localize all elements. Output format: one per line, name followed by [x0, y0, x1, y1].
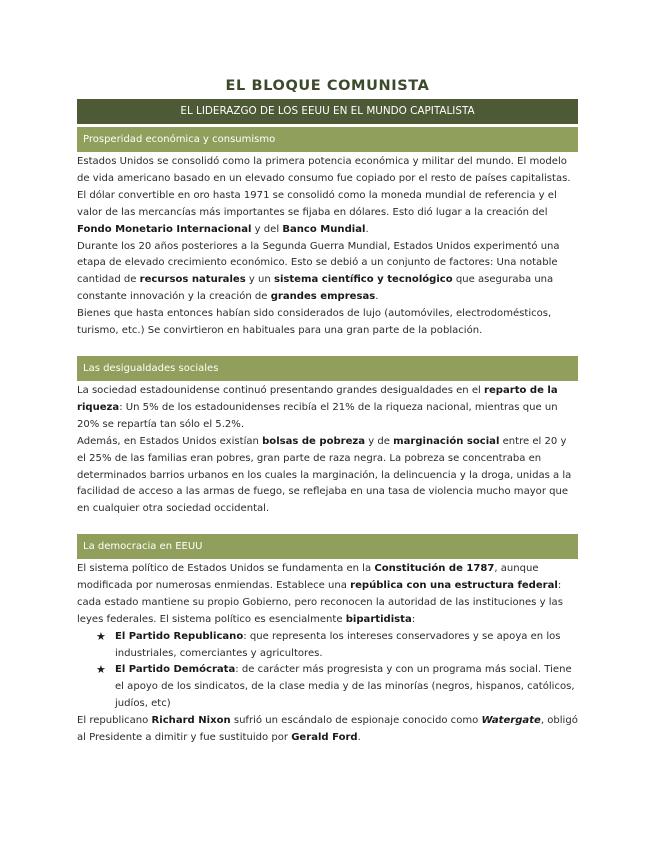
section-body [77, 154, 578, 340]
section-heading: La democracia en EEUU [77, 534, 578, 559]
section-body [77, 561, 578, 747]
paragraph: El dólar convertible en oro hasta 1971 se consolidó como la moneda mundial de referencia y el valor de las mercancías más importantes se fijaba en dólares. Esto dió lugar a la creación del Fondo Monetario Internacional y del Banco Mundial. [77, 189, 557, 235]
paragraph: El republicano Richard Nixon sufrió un escándalo de espionaje conocido como Watergate, obligó al Presidente a dimitir y fue sustituido por Gerald Ford. [77, 715, 578, 744]
paragraph: Estados Unidos se consolidó como la primera potencia económica y militar del mundo. El modelo de vida americano basado en un elevado consumo fue copiado por el resto de países capitalistas. [77, 156, 571, 184]
section-heading: Prosperidad económica y consumismo [77, 127, 578, 152]
section-heading: Las desigualdades sociales [77, 356, 578, 381]
list-item: ★ El Partido Demócrata: de carácter más progresista y con un programa más social. Tiene el apoyo de los sindicatos, de la clase media y de las minorías (negros, hispanos, católicos, judíos, etc) [96, 663, 575, 710]
star-bullet-icon: ★ [96, 629, 106, 643]
paragraph: Bienes que hasta entonces habían sido considerados de lujo (automóviles, electrodomésticos, turismo, etc.) Se convirtieron en habituales para una gran parte de la población. [77, 308, 552, 337]
list-item: ★ El Partido Republicano: que representa los intereses conservadores y se apoya en los industriales, comerciantes y agricultores. [96, 629, 561, 659]
star-bullet-icon: ★ [96, 663, 106, 677]
section-prosperity [77, 127, 578, 340]
section-inequality [77, 356, 578, 518]
paragraph: Además, en Estados Unidos existían bolsas de pobreza y de marginación social entre el 20 y el 25% de las familias eran pobres, gran parte de raza negra. La pobreza se concentraba en determinados barrios urbanos en los cuales la marginación, la delincuencia y la droga, unidas a la facilidad de acceso a las armas de fuego, se reflejaba en una tasa de violencia mucho mayor que en cualquier otra sociedad occidental. [77, 435, 572, 515]
party-list [77, 629, 578, 714]
topic-banner: EL LIDERAZGO DE LOS EEUU EN EL MUNDO CAPITALISTA [77, 99, 578, 124]
page-title: EL BLOQUE COMUNISTA [225, 78, 430, 94]
paragraph: Durante los 20 años posteriores a la Segunda Guerra Mundial, Estados Unidos experimentó una etapa de elevado crecimiento económico. Esto se debió a un conjunto de factores: Una notable cantidad de recursos naturales y un sistema científico y tecnológico que aseguraba una constante innovación y la creación de grandes empresas. [77, 240, 560, 303]
paragraph: El sistema político de Estados Unidos se fundamenta en la Constitución de 1787, aunque modificada por numerosas enmiendas. Establece una república con una estructura federal: cada estado mantiene su propio Gobierno, pero reconocen la autoridad de las instituciones y las leyes federales. El sistema político es esencialmente bipartidista: [77, 563, 563, 625]
section-body [77, 383, 578, 518]
paragraph: La sociedad estadounidense continuó presentando grandes desigualdades en el reparto de la riqueza: Un 5% de los estadounidenses recibía el 21% de la riqueza nacional, mientras que un 20% se repartía tan sólo el 5.2%. [77, 385, 558, 430]
section-democracy [77, 534, 578, 747]
